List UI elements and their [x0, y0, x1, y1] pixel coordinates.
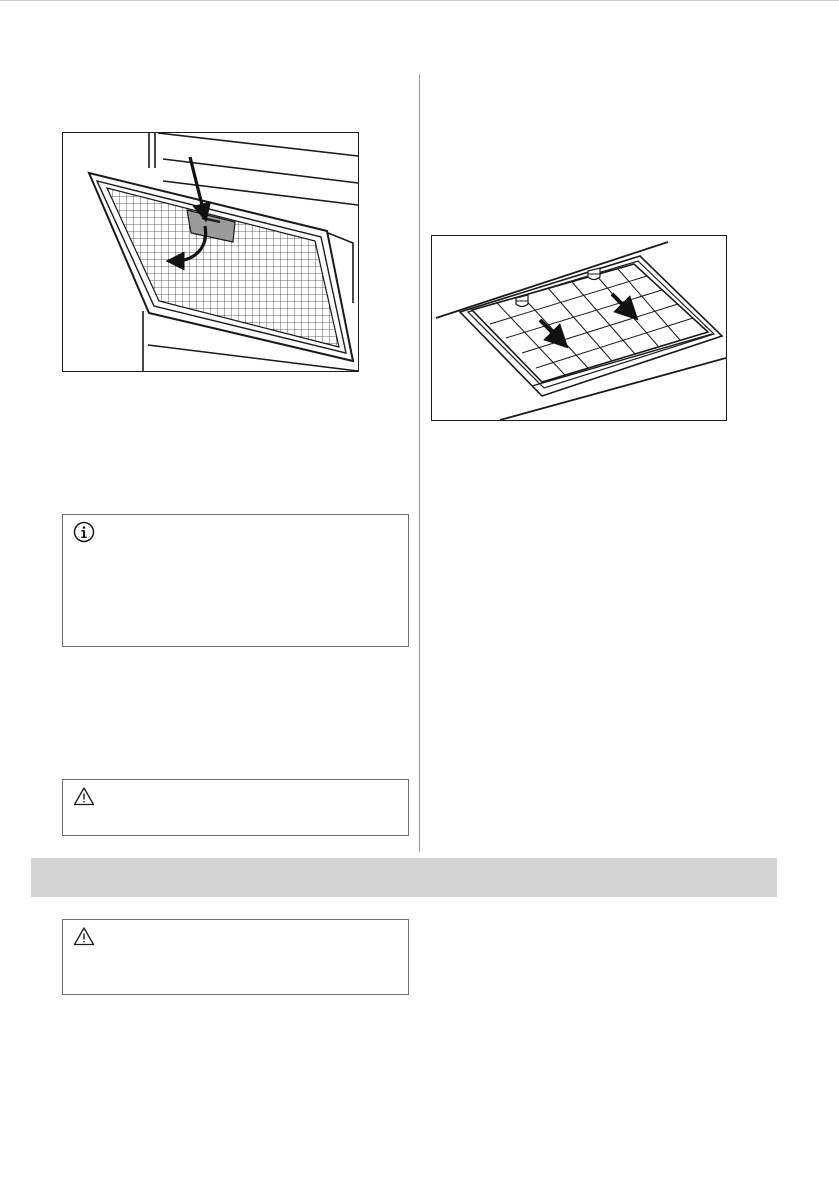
info-icon — [73, 521, 95, 548]
warning-notice-box-2 — [62, 919, 409, 995]
filter-latch-removal-illustration — [63, 133, 358, 371]
grease-filter-removal-figure — [62, 132, 359, 372]
charcoal-filter-insert-figure — [431, 235, 727, 421]
top-rule — [0, 0, 839, 1]
warning-triangle-icon — [73, 926, 95, 951]
warning-notice-box — [62, 779, 409, 836]
section-heading-band — [31, 858, 777, 897]
info-notice-box — [62, 514, 409, 647]
charcoal-filter-slide-illustration — [432, 236, 726, 420]
warning-triangle-icon — [73, 786, 95, 811]
column-divider — [419, 74, 420, 852]
